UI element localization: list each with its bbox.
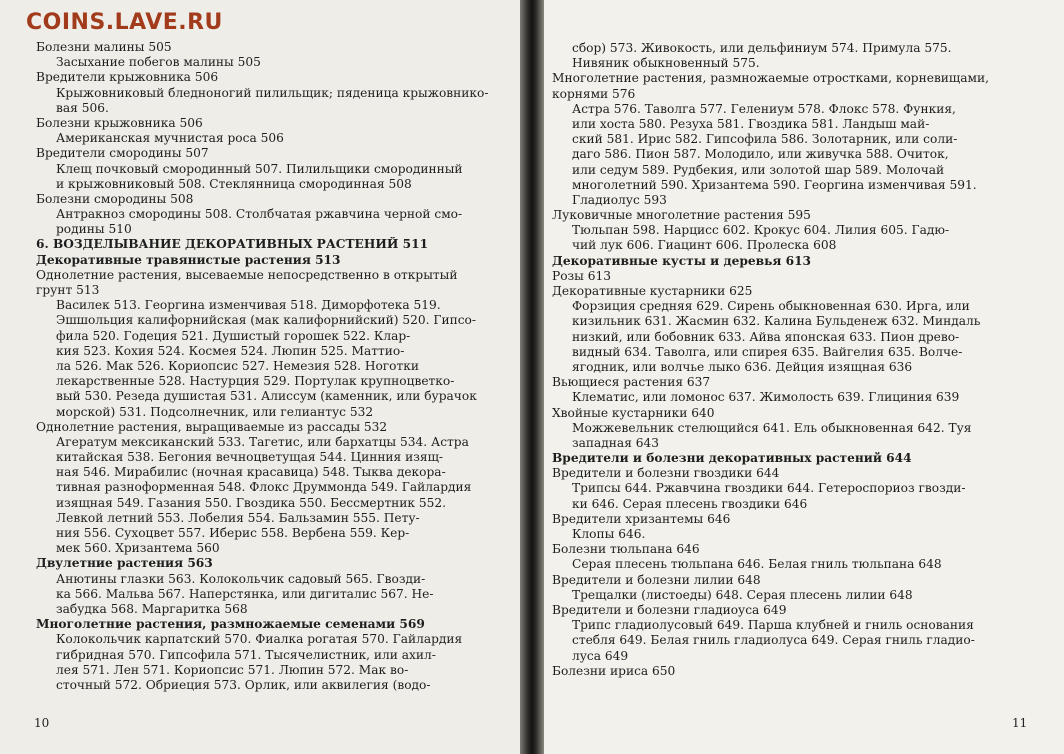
toc-entry-line: китайская 538. Бегония вечноцветущая 544. Цинния изящ- (56, 450, 444, 465)
toc-section-heading: Двулетние растения 563 (36, 556, 213, 571)
toc-entry-line: забудка 568. Маргаритка 568 (56, 601, 248, 616)
toc-entry-line: видный 634. Таволга, или спирея 635. Вайгелия 635. Волче- (572, 344, 963, 359)
toc-entry-line: лекарственные 528. Настурция 529. Портулак крупноцветко- (56, 374, 455, 389)
toc-entry-line: изящная 549. Газания 550. Гвоздика 550. Бессмертник 552. (56, 495, 447, 510)
toc-entry-line: Нивяник обыкновенный 575. (572, 56, 760, 71)
toc-entry-line: Трипсы 644. Ржавчина гвоздики 644. Гетероспориоз гвозди- (572, 481, 966, 496)
toc-category-line: Болезни тюльпана 646 (552, 542, 700, 557)
book-gutter (520, 0, 544, 754)
toc-entry-line: Серая плесень тюльпана 646. Белая гниль тюльпана 648 (572, 557, 942, 572)
toc-entry-line: кия 523. Кохия 524. Космея 524. Люпин 525. Маттио- (56, 343, 405, 358)
toc-category-line: Однолетние растения, высеваемые непосредственно в открытый (36, 267, 458, 282)
toc-entry-line: Засыхание побегов малины 505 (56, 55, 261, 70)
toc-category-line: грунт 513 (36, 283, 100, 297)
toc-entry-line: мек 560. Хризантема 560 (56, 541, 220, 556)
toc-entry-line: сбор) 573. Живокость, или дельфиниум 574. Примула 575. (572, 41, 952, 55)
toc-entry-line: западная 643 (572, 435, 660, 450)
toc-section-heading: Декоративные кусты и деревья 613 (552, 253, 812, 268)
toc-entry-line: фила 520. Годеция 521. Душистый горошек 522. Клар- (56, 328, 411, 343)
toc-entry-line: низкий, или бобовник 633. Айва японская 633. Пион древо- (572, 329, 960, 344)
toc-entry-line: или седум 589. Рудбекия, или золотой шар 589. Молочай (572, 162, 945, 177)
toc-category-line: Вредители и болезни гладиоуса 649 (552, 602, 787, 617)
toc-entry-line: Левкой летний 553. Лобелия 554. Бальзамин 555. Пету- (56, 510, 420, 525)
toc-entry-line: и крыжовниковый 508. Стеклянница смородинная 508 (56, 176, 412, 191)
toc-entry-line: сточный 572. Обриеция 573. Орлик, или аквилегия (водо- (56, 677, 431, 692)
toc-category-line: корнями 576 (552, 86, 636, 101)
toc-category-line: Болезни ириса 650 (552, 663, 676, 678)
toc-entry-line: Гладиолус 593 (572, 192, 667, 207)
toc-entry-line: Астра 576. Таволга 577. Гелениум 578. Флокс 578. Функия, (572, 101, 956, 116)
toc-entry-line: родины 510 (56, 222, 132, 237)
toc-entry-line: ла 526. Мак 526. Кориопсис 527. Немезия 528. Ноготки (56, 358, 420, 373)
left-toc-column (36, 40, 496, 693)
toc-entry-line: Трещалки (листоеды) 648. Серая плесень лилии 648 (572, 587, 913, 602)
left-page-number: 10 (34, 716, 50, 730)
toc-entry-line: или хоста 580. Резуха 581. Гвоздика 581. Ландыш май- (572, 116, 930, 131)
toc-entry-line: морской) 531. Подсолнечник, или гелиантус 532 (56, 404, 374, 419)
toc-category-line: Вредители и болезни гвоздики 644 (552, 466, 780, 481)
right-page-number: 11 (1012, 716, 1028, 730)
toc-category-line: Болезни крыжовника 506 (36, 115, 203, 130)
toc-category-line: Хвойные кустарники 640 (552, 405, 715, 420)
toc-entry-line: Клопы 646. (572, 527, 646, 541)
toc-entry-line: ка 566. Мальва 567. Наперстянка, или дигиталис 567. Не- (56, 586, 434, 601)
toc-entry-line: Эшшольция калифорнийская (мак калифорнийский) 520. Гипсо- (56, 313, 477, 328)
toc-entry-line: ский 581. Ирис 582. Гипсофила 586. Золотарник, или соли- (572, 132, 958, 147)
toc-section-heading: Вредители и болезни декоративных растений 644 (552, 451, 912, 466)
toc-category-line: Болезни малины 505 (36, 40, 172, 54)
toc-category-line: Луковичные многолетние растения 595 (552, 208, 811, 223)
toc-entry-line: Крыжовниковый бледноногий пилильщик; пяденица крыжовнико- (56, 85, 489, 100)
toc-entry-line: даго 586. Пион 587. Молодило, или живучка 588. Очиток, (572, 147, 949, 162)
right-page (544, 0, 1064, 754)
toc-entry-line: Форзиция средняя 629. Сирень обыкновенная 630. Ирга, или (572, 299, 970, 314)
toc-entry-line: Колокольчик карпатский 570. Фиалка рогатая 570. Гайлардия (56, 632, 463, 647)
toc-section-heading: 6. ВОЗДЕЛЫВАНИЕ ДЕКОРАТИВНЫХ РАСТЕНИЙ 511 (36, 237, 429, 252)
toc-entry-line: ния 556. Сухоцвет 557. Иберис 558. Вербена 559. Кер- (56, 526, 410, 540)
toc-category-line: Болезни смородины 508 (36, 191, 194, 206)
toc-category-line: Вредители и болезни лилии 648 (552, 572, 761, 587)
left-page (0, 0, 520, 754)
toc-entry-line: кизильник 631. Жасмин 632. Калина Бульденеж 632. Миндаль (572, 314, 981, 329)
toc-entry-line: Тюльпан 598. Нарцисс 602. Крокус 604. Лилия 605. Гадю- (572, 223, 950, 238)
toc-entry-line: тивная разноформенная 548. Флокс Друммонда 549. Гайлардия (56, 480, 472, 495)
toc-entry-line: гибридная 570. Гипсофила 571. Тысячелистник, или ахил- (56, 647, 436, 662)
toc-category-line: Многолетние растения, размножаемые отростками, корневищами, (552, 71, 990, 86)
right-toc-column (552, 41, 1008, 679)
toc-entry-line: Американская мучнистая роса 506 (56, 131, 284, 146)
toc-entry-line: Клематис, или ломонос 637. Жимолость 639. Глициния 639 (572, 390, 960, 405)
toc-entry-line: луса 649 (572, 648, 629, 663)
toc-entry-line: стебля 649. Белая гниль гладиолуса 649. Серая гниль гладио- (572, 633, 975, 648)
toc-category-line: Розы 613 (552, 268, 612, 283)
toc-entry-line: Антракноз смородины 508. Столбчатая ржавчина черной смо- (56, 207, 463, 222)
toc-entry-line: Василек 513. Георгина изменчивая 518. Диморфотека 519. (56, 298, 441, 313)
watermark-text: COINS.LAVE.RU (26, 10, 223, 35)
toc-section-heading: Многолетние растения, размножаемые семенами 569 (36, 617, 425, 632)
toc-entry-line: чий лук 606. Гиацинт 606. Пролеска 608 (572, 238, 837, 253)
toc-entry-line: ная 546. Мирабилис (ночная красавица) 548. Тыква декора- (56, 465, 446, 480)
toc-entry-line: Агератум мексиканский 533. Тагетис, или бархатцы 534. Астра (56, 434, 469, 449)
toc-category-line: Вредители крыжовника 506 (36, 70, 219, 85)
toc-entry-line: Анютины глазки 563. Колокольчик садовый 565. Гвозди- (56, 571, 426, 586)
toc-category-line: Вьющиеся растения 637 (552, 375, 711, 390)
toc-category-line: Декоративные кустарники 625 (552, 284, 753, 298)
toc-entry-line: Клещ почковый смородинный 507. Пилильщики смородинный (56, 161, 463, 176)
toc-entry-line: лея 571. Лен 571. Кориопсис 571. Люпин 572. Мак во- (56, 662, 409, 677)
toc-category-line: Однолетние растения, выращиваемые из рассады 532 (36, 419, 388, 434)
toc-entry-line: ки 646. Серая плесень гвоздики 646 (572, 496, 808, 511)
toc-category-line: Вредители хризантемы 646 (552, 511, 731, 526)
toc-category-line: Вредители смородины 507 (36, 146, 209, 161)
toc-entry-line: вый 530. Резеда душистая 531. Алиссум (каменник, или бурачок (56, 389, 477, 404)
toc-entry-line: Трипс гладиолусовый 649. Парша клубней и гниль основания (572, 618, 974, 633)
toc-section-heading: Декоративные травянистые растения 513 (36, 252, 341, 267)
toc-entry-line: ягодник, или волчье лыко 636. Дейция изящная 636 (572, 359, 913, 374)
toc-entry-line: многолетний 590. Хризантема 590. Георгина изменчивая 591. (572, 177, 977, 192)
toc-entry-line: Можжевельник стелющийся 641. Ель обыкновенная 642. Туя (572, 420, 972, 435)
toc-entry-line: вая 506. (56, 100, 109, 115)
